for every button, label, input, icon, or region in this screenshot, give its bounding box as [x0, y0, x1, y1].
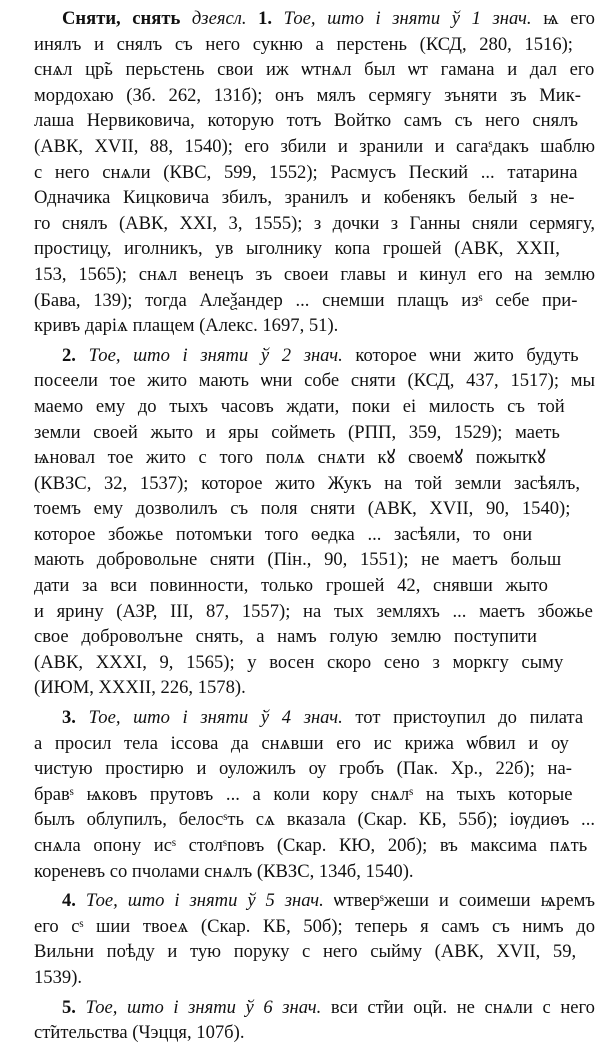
sense-1-line-7: Одначика Кицковича збилъ, зранилъ и кобенякъ белый з не- [34, 187, 575, 209]
entry-headword: Сняти, снять [62, 8, 181, 29]
sense-2-line-2: маемо ему до тыхъ часовъ ждати, поки ei милость съ той [34, 395, 565, 417]
sense-3-number: 3. [62, 707, 76, 729]
sense-2-paragraph [6, 343, 595, 701]
sense-2-line-5: (КВЗС, 32, 1537); которое жито Жукъ на той земли засѣялъ, [34, 472, 581, 494]
sense-1-paragraph [6, 6, 595, 339]
sense-1-line-8: го снялъ (АВК, XXI, 3, 1555); з дочки з Ганны сняли сермягу, [34, 212, 595, 234]
sense-5-text: вси ст̃ии оц̃и. не снѧли с него [330, 996, 595, 1018]
sense-1-line-4: лаша Нервиковича, которую тотъ Войтко самъ съ него снялъ [34, 110, 579, 132]
sense-3-line-6: кореневъ со пчолами снѧлъ (КВЗС, 134б, 1540). [34, 860, 414, 882]
sense-1-line-10: 153, 1565); снѧл венецъ зъ своеи главы и кинул его на землю [34, 263, 595, 285]
sense-4-line-0 [34, 888, 595, 914]
sense-2-line-13: (ИЮМ, XXXII, 226, 1578). [34, 677, 246, 699]
sense-1-line-3: мордохаю (Зб. 262, 131б); онъ мялъ сермягу зъняти зъ Мик- [34, 84, 581, 106]
sense-3-definition: Тое, што і зняти ў 4 знач. [88, 707, 343, 729]
sense-4-line-1: его сˢ шии твоеѧ (Скар. КБ, 50б); теперь я самъ съ нимъ до [34, 915, 595, 937]
sense-2-line-9: дати за вси повинности, только грошей 42, снявши жыто [34, 575, 548, 597]
sense-3-line-2: чистую простирю и оуложилъ оу гробъ (Пак. Хр., 22б); на- [34, 758, 572, 780]
sense-2-number: 2. [62, 344, 76, 366]
sense-1-number: 1. [258, 8, 273, 29]
sense-4-text: ѡтверˢжеши и соимеши ѩремъ [333, 890, 595, 912]
sense-1-definition: Тое, што і зняти ў 1 знач. [283, 8, 532, 29]
sense-1-line-6: с него снѧли (КВС, 599, 1552); Расмусъ Пеский ... татарина [34, 161, 578, 183]
sense-5-line-0 [34, 995, 595, 1021]
entry-part-of-speech: дзеясл. [191, 8, 247, 29]
sense-1-line-5: (АВК, XVII, 88, 1540); его збили и зранили и сагаˢдакъ шаблю [34, 135, 595, 157]
sense-3-line-4: былъ облупилъ, белосˢть сѧ вказала (Скар. КБ, 55б); іѹдиѳъ ... [34, 809, 595, 831]
sense-2-definition: Тое, што і зняти ў 2 знач. [88, 344, 343, 366]
sense-5-paragraph [6, 995, 595, 1046]
sense-2-line-11: свое доброволъне снять, а намъ голую землю поступити [34, 626, 538, 648]
sense-2-line-12: (АВК, XXXI, 9, 1565); у восен скоро сено з моркгу сыму [34, 651, 564, 673]
sense-1-text: ѩ его [543, 8, 595, 29]
sense-4-definition: Тое, што і зняти ў 5 знач. [85, 890, 324, 912]
sense-3-text: тот пристоупил до пилата [355, 707, 584, 729]
sense-2-line-0 [34, 343, 595, 369]
sense-2-line-3: земли своей жыто и яры сойметь (РПП, 359, 1529); маеть [34, 421, 560, 443]
sense-5-number: 5. [62, 996, 76, 1018]
sense-4-line-2: Вильни поѣду и тую поруку с него сыйму (АВК, XVII, 59, [34, 941, 577, 963]
sense-1-line-9: простицу, иголникъ, ув ыголнику копа грошей (АВК, XXII, [34, 238, 560, 260]
sense-2-line-10: и ярину (АЗР, III, 87, 1557); на тых земляхъ ... маетъ збожье [34, 600, 593, 622]
sense-4-paragraph [6, 888, 595, 990]
sense-2-line-1: посеели тое жито мають ѡни собе сняти (КСД, 437, 1517); мы [34, 370, 595, 392]
sense-4-line-3: 1539). [34, 966, 83, 988]
sense-1-line-1: инялъ и снялъ съ него сукню а перстень (КСД, 280, 1516); [34, 33, 573, 55]
sense-1-line-12: кривъ даріѧ плащем (Алекс. 1697, 51). [34, 315, 339, 337]
sense-2-text: которое ѡни жито будуть [355, 344, 579, 366]
sense-5-line-1: ст̃ительства (Чэцця, 107б). [34, 1022, 245, 1044]
sense-3-line-3: бравˢ ѩковъ прутовъ ... а коли кору снѧлˢ на тыхъ которые [34, 783, 573, 805]
sense-3-line-0 [34, 705, 595, 731]
sense-2-line-7: которое збожье потомъки того ѳедка ... засѣяли, то они [34, 523, 533, 545]
sense-3-paragraph [6, 705, 595, 884]
sense-1-line-0 [34, 6, 595, 32]
sense-3-line-5: снѧла опону исˢ столˢповъ (Скар. КЮ, 20б); въ максима пѧть [34, 835, 588, 856]
sense-1-line-2: снѧл цр̃ь перьстень свои иж ѡтнѧл был ѡт гамана и дал его [34, 59, 595, 81]
sense-3-line-1: а просил тела ісcова да снѧвши его ис крижа ѡбвил и оу [34, 732, 569, 754]
sense-4-number: 4. [62, 890, 76, 912]
sense-2-line-8: мають добровольне сняти (Пін., 90, 1551); не маетъ больш [34, 549, 562, 571]
sense-5-definition: Тое, што і зняти ў 6 знач. [85, 996, 322, 1018]
sense-2-line-6: тоемъ ему дозволилъ съ поля сняти (АВК, XVII, 90, 1540); [34, 498, 571, 520]
sense-2-line-4: ѩновал тое жито с того полѧ снѧти кꙋ своемꙋ пожыткꙋ [34, 447, 546, 469]
sense-1-line-11: (Бава, 139); тогда Алеѯандер ... снемши плащъ изˢ себе при- [34, 289, 578, 311]
